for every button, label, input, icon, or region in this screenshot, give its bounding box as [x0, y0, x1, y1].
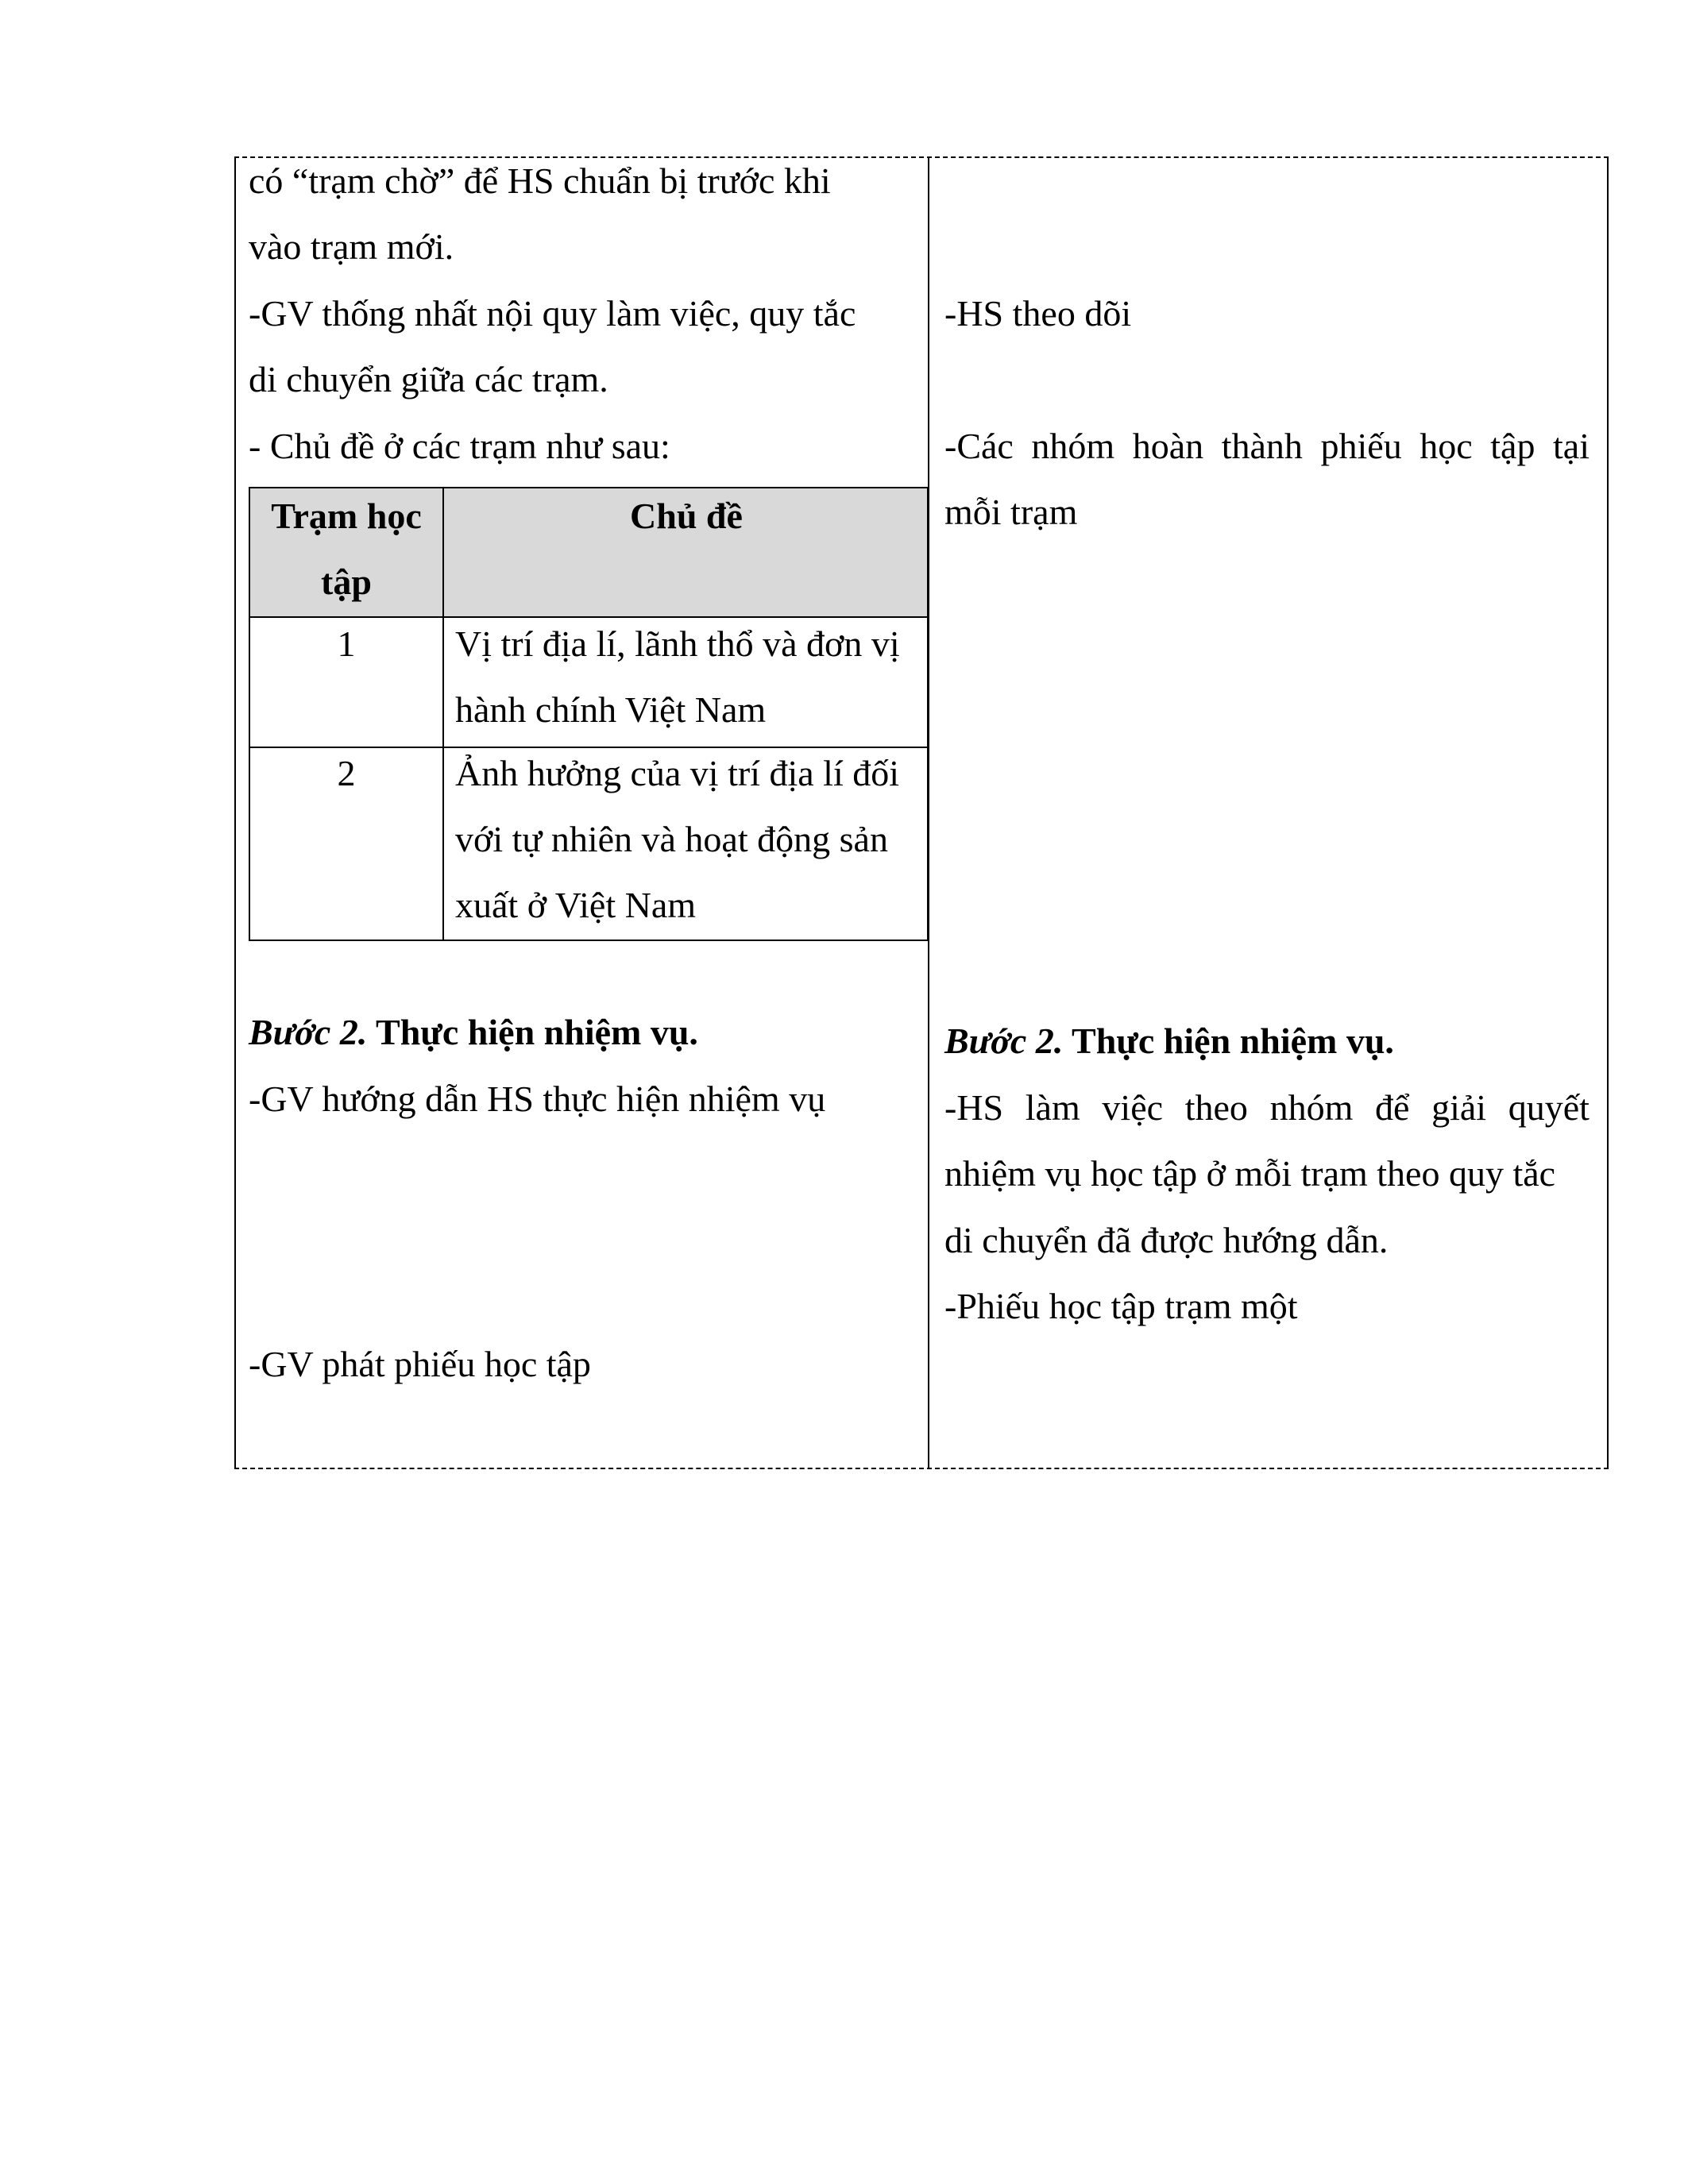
station-number: 2 [337, 753, 356, 793]
groups-line: mỗi trạm [944, 492, 1078, 532]
groups-line [944, 428, 1590, 465]
word: tập [1490, 426, 1535, 466]
step2-title: Thực hiện nhiệm vụ. [367, 1012, 698, 1052]
table-bottom-border [234, 1468, 1609, 1469]
step2-line: -GV hướng dẫn HS thực hiện nhiệm vụ [249, 1078, 826, 1119]
word: tại [1553, 426, 1590, 466]
word: học [1420, 426, 1473, 466]
intro-line: di chuyển giữa các trạm. [249, 359, 608, 399]
word: thành [1221, 426, 1303, 466]
station-topic: hành chính Việt Nam [455, 689, 767, 730]
step2-heading [944, 1023, 1394, 1059]
intro-line: có “trạm chờ” để HS chuẩn bị trước khi [249, 160, 831, 201]
station-topics-table [249, 487, 929, 941]
step2-line: -GV phát phiếu học tập [249, 1344, 591, 1384]
table-row-line [250, 747, 927, 748]
word: theo [1184, 1087, 1248, 1128]
worksheet-line: -Phiếu học tập trạm một [944, 1286, 1298, 1326]
step2-label: Bước 2. [944, 1021, 1064, 1061]
step2-heading [249, 1014, 698, 1051]
intro-line: -GV thống nhất nội quy làm việc, quy tắc [249, 293, 856, 334]
word: giải [1431, 1087, 1487, 1128]
step2-label: Bước 2. [249, 1012, 368, 1052]
work-line: di chuyển đã được hướng dẫn. [944, 1220, 1389, 1260]
work-line [944, 1087, 1590, 1128]
work-line: nhiệm vụ học tập ở mỗi trạm theo quy tắc [944, 1153, 1556, 1194]
word: -HS [944, 1087, 1004, 1128]
station-topic: xuất ở Việt Nam [455, 885, 697, 925]
intro-line: vào trạm mới. [249, 226, 454, 267]
word: hoàn [1132, 426, 1204, 466]
station-topic: với tự nhiên và hoạt động sản [455, 819, 888, 859]
word: làm [1025, 1087, 1080, 1128]
step2-title: Thực hiện nhiệm vụ. [1063, 1021, 1394, 1061]
header-topic: Chủ đề [630, 496, 743, 536]
table-top-border [234, 156, 1609, 158]
word: để [1375, 1087, 1410, 1128]
word: -Các [944, 426, 1014, 466]
station-number: 1 [337, 623, 356, 664]
word: phiếu [1320, 426, 1402, 466]
word: việc [1102, 1087, 1164, 1128]
intro-line: - Chủ đề ở các trạm như sau: [249, 426, 670, 466]
header-station: tập [321, 561, 372, 602]
word: quyết [1508, 1087, 1590, 1128]
word: nhóm [1031, 426, 1115, 466]
follow-line: -HS theo dõi [944, 293, 1132, 334]
header-station: Trạm học [271, 496, 422, 536]
table-column-line [442, 488, 444, 940]
word: nhóm [1269, 1087, 1354, 1128]
station-topic: Ảnh hưởng của vị trí địa lí đối [455, 753, 900, 793]
station-topic: Vị trí địa lí, lãnh thổ và đơn vị [455, 623, 900, 664]
